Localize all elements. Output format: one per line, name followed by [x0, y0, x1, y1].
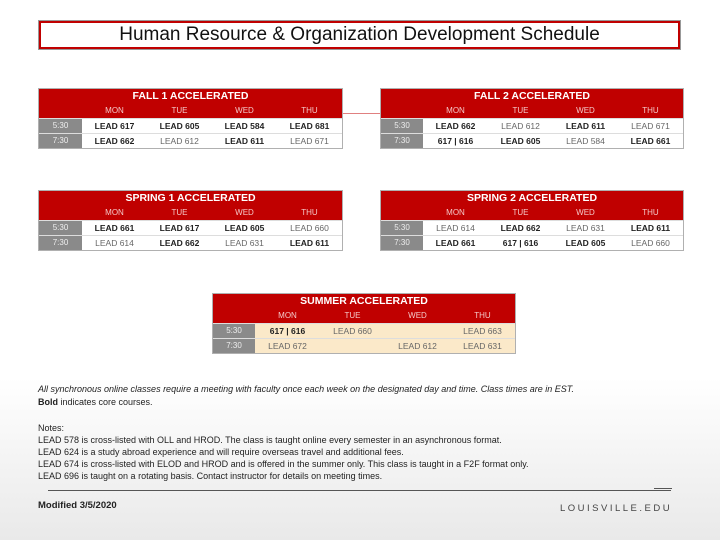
class-cell: LEAD 605 — [500, 136, 541, 146]
day-mon: MON — [105, 106, 124, 115]
time-cell: 7:30 — [381, 236, 423, 250]
class-cell: LEAD 612 — [160, 136, 199, 146]
class-cell: LEAD 661 — [435, 238, 476, 248]
class-cell: LEAD 584 — [566, 136, 605, 146]
class-cell: LEAD 617 — [159, 223, 200, 233]
table-row — [213, 338, 515, 353]
page-title: Human Resource & Organization Development Schedule — [41, 23, 678, 47]
core-courses-note — [38, 397, 153, 407]
class-cell: LEAD 661 — [94, 223, 135, 233]
day-thu: THU — [642, 208, 659, 217]
class-cell: 617 | 616 — [437, 136, 474, 146]
day-tue: TUE — [344, 311, 361, 320]
class-cell: LEAD 660 — [290, 223, 329, 233]
class-cell: LEAD 662 — [500, 223, 541, 233]
schedule-spring-1 — [38, 190, 343, 251]
notes-label: Notes: — [38, 423, 65, 433]
class-cell: LEAD 681 — [289, 121, 330, 131]
table-row — [39, 133, 342, 148]
day-thu: THU — [642, 106, 659, 115]
class-cell: LEAD 611 — [565, 121, 606, 131]
class-cell: LEAD 671 — [290, 136, 329, 146]
class-cell: LEAD 663 — [450, 324, 515, 338]
class-cell: LEAD 605 — [565, 238, 606, 248]
time-cell: 5:30 — [39, 119, 82, 133]
class-cell: LEAD 671 — [631, 121, 670, 131]
class-cell: LEAD 584 — [224, 121, 265, 131]
class-cell: LEAD 617 — [94, 121, 135, 131]
day-mon: MON — [278, 311, 297, 320]
class-cell: 617 | 616 — [502, 238, 539, 248]
footer-url[interactable]: LOUISVILLE.EDU — [560, 503, 673, 514]
table-row — [213, 323, 515, 338]
note-item: LEAD 624 is a study abroad experience and will require overseas travel and additional fees. — [38, 447, 404, 457]
modified-date: Modified 3/5/2020 — [38, 500, 117, 511]
bold-desc: indicates core courses. — [58, 397, 153, 407]
bold-label: Bold — [38, 397, 58, 407]
class-cell: LEAD 605 — [224, 223, 265, 233]
day-tue: TUE — [512, 106, 529, 115]
time-cell: 5:30 — [213, 324, 255, 338]
table-row — [381, 220, 683, 235]
day-mon: MON — [105, 208, 124, 217]
schedule-heading: SPRING 1 ACCELERATED — [39, 191, 342, 206]
schedule-heading: SUMMER ACCELERATED — [213, 294, 515, 309]
day-thu: THU — [474, 311, 491, 320]
class-cell: LEAD 611 — [224, 136, 265, 146]
title-banner — [38, 20, 681, 50]
table-row — [39, 235, 342, 250]
sync-info-text: All synchronous online classes require a meeting with faculty once each week on the designated day and time. Class times are in EST. — [38, 384, 574, 394]
time-cell: 7:30 — [381, 134, 423, 148]
class-cell: LEAD 614 — [436, 223, 475, 233]
day-wed: WED — [408, 311, 427, 320]
day-header-row — [213, 309, 515, 323]
class-cell: LEAD 631 — [225, 238, 264, 248]
day-header-row — [381, 206, 683, 220]
class-cell: LEAD 611 — [630, 223, 671, 233]
day-header-row — [381, 104, 683, 118]
time-cell: 5:30 — [381, 221, 423, 235]
day-tue: TUE — [171, 208, 188, 217]
class-cell: LEAD 631 — [566, 223, 605, 233]
connector-line — [340, 113, 380, 114]
class-cell: LEAD 605 — [159, 121, 200, 131]
schedule-fall-1 — [38, 88, 343, 149]
time-cell: 7:30 — [39, 134, 82, 148]
time-cell: 7:30 — [213, 339, 255, 353]
class-cell: LEAD 614 — [95, 238, 134, 248]
class-cell: LEAD 660 — [320, 324, 385, 338]
class-cell: LEAD 662 — [94, 136, 135, 146]
table-row — [39, 118, 342, 133]
class-cell: LEAD 661 — [630, 136, 671, 146]
class-cell: LEAD 672 — [255, 339, 320, 353]
schedule-heading: FALL 2 ACCELERATED — [381, 89, 683, 104]
schedule-fall-2 — [380, 88, 684, 149]
day-thu: THU — [301, 106, 318, 115]
day-wed: WED — [235, 208, 254, 217]
day-thu: THU — [301, 208, 318, 217]
table-row — [381, 133, 683, 148]
class-cell: LEAD 662 — [159, 238, 200, 248]
class-cell: 617 | 616 — [255, 324, 320, 338]
time-cell: 7:30 — [39, 236, 82, 250]
note-item: LEAD 578 is cross-listed with OLL and HROD. The class is taught online every semester in an asynchronous format. — [38, 435, 502, 445]
day-header-row — [39, 206, 342, 220]
time-cell: 5:30 — [39, 221, 82, 235]
note-item: LEAD 674 is cross-listed with ELOD and HROD and is offered in the summer only. This class is taught in a F2F format only. — [38, 459, 529, 469]
day-wed: WED — [576, 208, 595, 217]
class-cell: LEAD 612 — [501, 121, 540, 131]
day-wed: WED — [576, 106, 595, 115]
class-cell — [320, 339, 385, 353]
day-mon: MON — [446, 106, 465, 115]
divider-accent — [654, 488, 672, 489]
day-header-row — [39, 104, 342, 118]
schedule-spring-2 — [380, 190, 684, 251]
schedule-heading: FALL 1 ACCELERATED — [39, 89, 342, 104]
note-item: LEAD 696 is taught on a rotating basis. Contact instructor for details on meeting times. — [38, 471, 383, 481]
day-mon: MON — [446, 208, 465, 217]
time-cell: 5:30 — [381, 119, 423, 133]
class-cell: LEAD 662 — [435, 121, 476, 131]
class-cell: LEAD 631 — [450, 339, 515, 353]
table-row — [381, 235, 683, 250]
day-tue: TUE — [512, 208, 529, 217]
class-cell: LEAD 660 — [631, 238, 670, 248]
table-row — [39, 220, 342, 235]
class-cell: LEAD 611 — [289, 238, 330, 248]
day-tue: TUE — [171, 106, 188, 115]
class-cell: LEAD 612 — [385, 339, 450, 353]
divider-line — [48, 490, 671, 491]
day-wed: WED — [235, 106, 254, 115]
schedule-summer — [212, 293, 516, 354]
table-row — [381, 118, 683, 133]
schedule-heading: SPRING 2 ACCELERATED — [381, 191, 683, 206]
class-cell — [385, 324, 450, 338]
